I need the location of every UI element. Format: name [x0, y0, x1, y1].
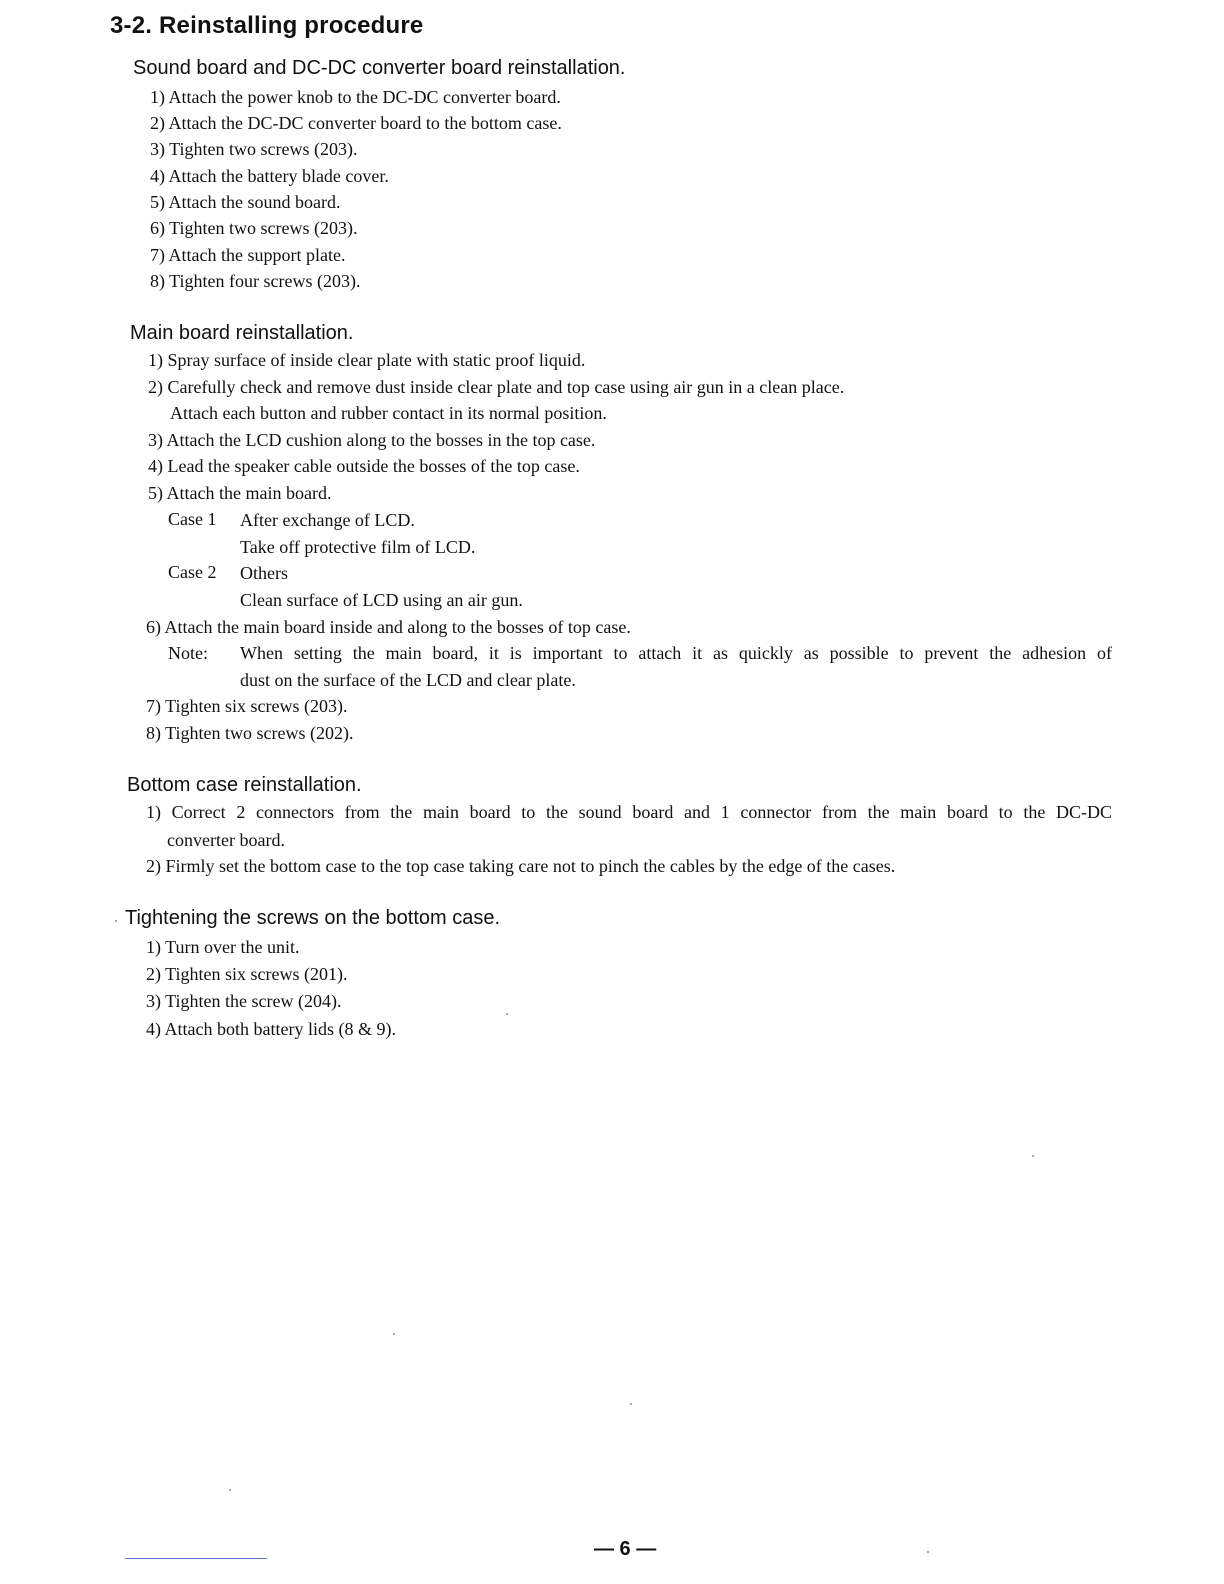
case-label: Case 1	[168, 509, 217, 529]
list-item: 3) Tighten two screws (203).	[150, 139, 358, 159]
section-heading-sound-board: Sound board and DC-DC converter board reinstallation.	[133, 57, 626, 79]
list-item: 4) Attach the battery blade cover.	[150, 166, 389, 186]
footer-rule	[125, 1558, 267, 1559]
section-heading-bottom-case: Bottom case reinstallation.	[127, 774, 362, 796]
list-item-continuation: converter board.	[167, 830, 285, 850]
list-item: 5) Attach the main board.	[148, 483, 332, 503]
case-text: After exchange of LCD.	[240, 510, 415, 530]
list-item: 2) Attach the DC-DC converter board to the bottom case.	[150, 113, 562, 133]
list-item: 1) Turn over the unit.	[146, 937, 300, 957]
scan-speck	[229, 1489, 231, 1491]
list-item: 4) Attach both battery lids (8 & 9).	[146, 1019, 396, 1039]
scan-speck	[506, 1013, 508, 1015]
list-item: 4) Lead the speaker cable outside the bosses of the top case.	[148, 456, 580, 476]
scan-speck	[393, 1333, 395, 1335]
case-text: Others	[240, 563, 288, 583]
scan-speck	[115, 920, 117, 922]
note-text: When setting the main board, it is important to attach it as quickly as possible to prevent the adhesion of	[240, 643, 1112, 663]
note-text: dust on the surface of the LCD and clear plate.	[240, 670, 576, 690]
note-label: Note:	[168, 643, 208, 663]
scan-speck	[630, 1403, 632, 1405]
scan-speck	[1032, 1155, 1034, 1157]
list-item: 3) Tighten the screw (204).	[146, 991, 342, 1011]
page-title: 3-2. Reinstalling procedure	[110, 12, 424, 39]
list-item-continuation: Attach each button and rubber contact in its normal position.	[170, 403, 607, 423]
case-text: Clean surface of LCD using an air gun.	[240, 590, 523, 610]
section-heading-tightening-screws: Tightening the screws on the bottom case.	[125, 907, 501, 929]
list-item: 5) Attach the sound board.	[150, 192, 341, 212]
list-item: 1) Spray surface of inside clear plate with static proof liquid.	[148, 350, 586, 370]
list-item: 8) Tighten four screws (203).	[150, 271, 361, 291]
list-item: 6) Tighten two screws (203).	[150, 218, 358, 238]
list-item: 2) Firmly set the bottom case to the top case taking care not to pinch the cables by the edge of the cases.	[146, 856, 896, 876]
list-item: 1) Attach the power knob to the DC-DC converter board.	[150, 87, 561, 107]
list-item: 1) Correct 2 connectors from the main board to the sound board and 1 connector from the main board to the DC-DC	[146, 802, 1112, 822]
list-item: 2) Carefully check and remove dust inside clear plate and top case using air gun in a clean place.	[148, 377, 845, 397]
list-item: 3) Attach the LCD cushion along to the bosses in the top case.	[148, 430, 596, 450]
case-text: Take off protective film of LCD.	[240, 537, 476, 557]
page-number: — 6 —	[594, 1538, 657, 1560]
scan-speck	[927, 1551, 929, 1553]
list-item: 7) Tighten six screws (203).	[146, 696, 348, 716]
section-heading-main-board: Main board reinstallation.	[130, 322, 354, 344]
list-item: 8) Tighten two screws (202).	[146, 723, 354, 743]
list-item: 2) Tighten six screws (201).	[146, 964, 348, 984]
list-item: 7) Attach the support plate.	[150, 245, 346, 265]
case-label: Case 2	[168, 562, 217, 582]
list-item: 6) Attach the main board inside and along to the bosses of top case.	[146, 617, 631, 637]
